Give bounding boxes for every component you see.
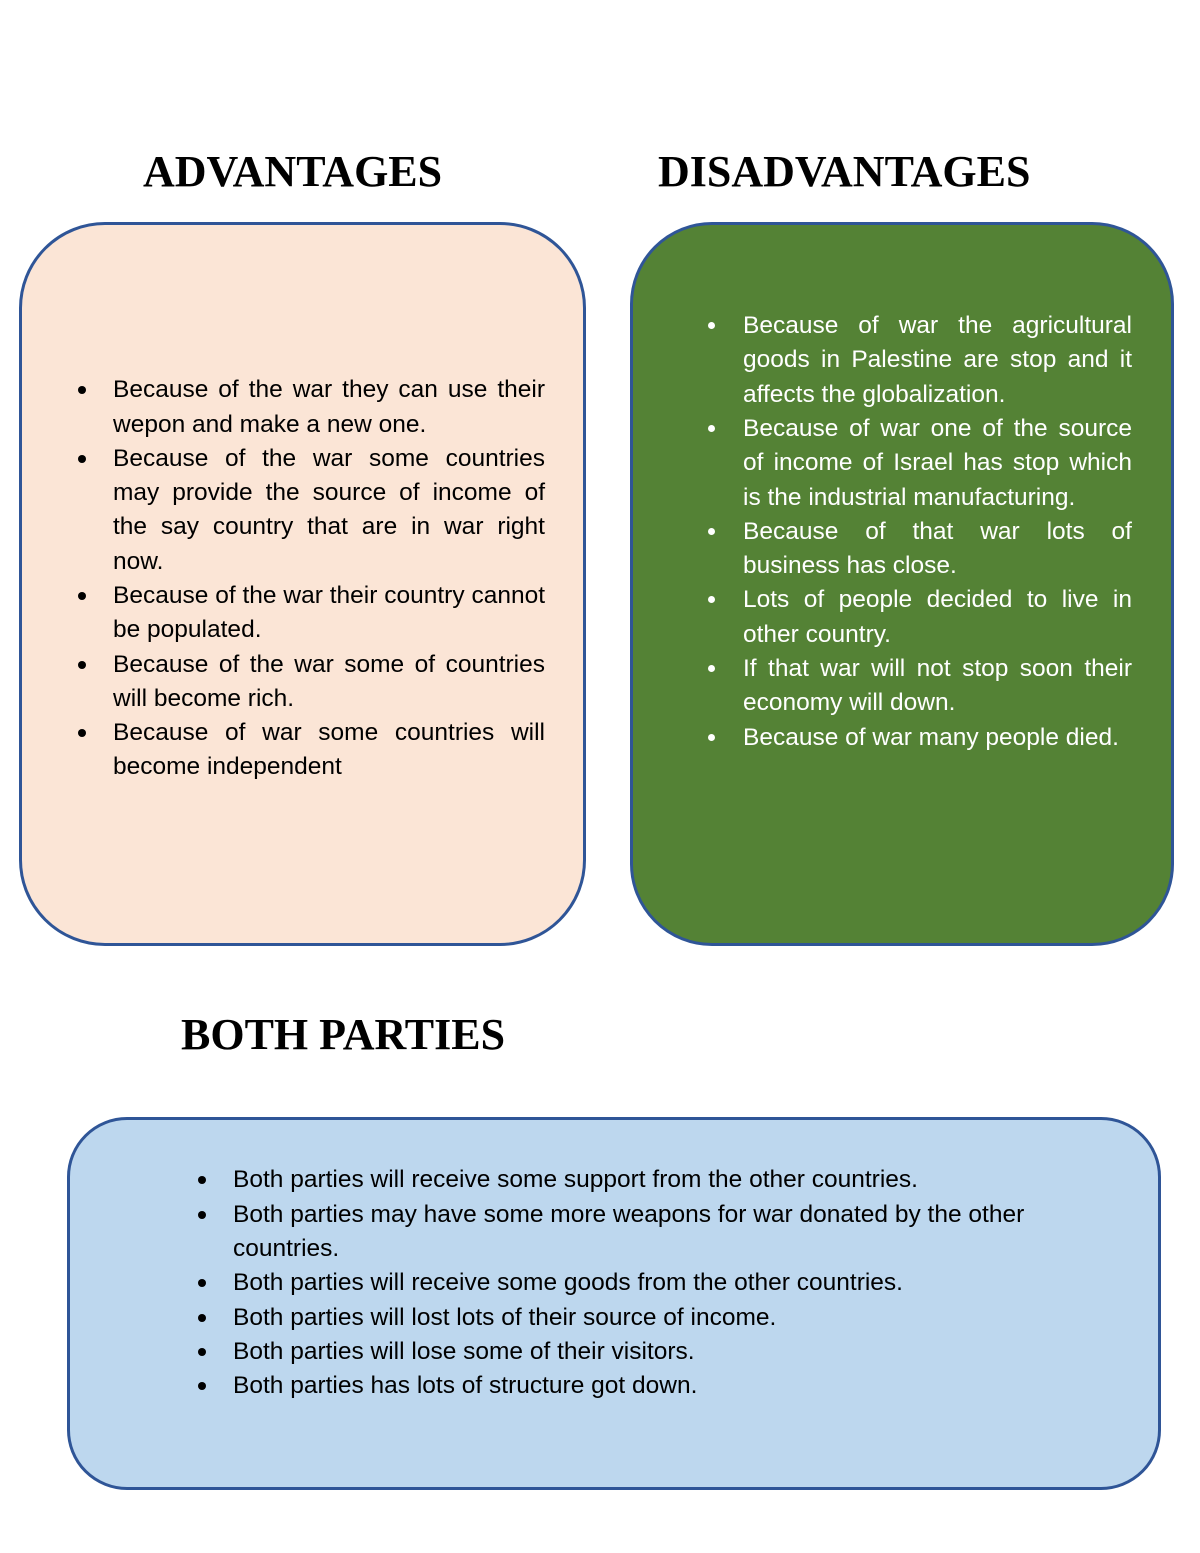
both-parties-item: Both parties will lose some of their visitors. xyxy=(198,1335,1098,1369)
advantages-item: Because of the war their country cannot be populated. xyxy=(78,579,545,648)
advantages-box xyxy=(19,222,586,946)
advantages-item: Because of war some countries will become independent xyxy=(78,716,545,785)
both-parties-item: Both parties will receive some support from the other countries. xyxy=(198,1163,1098,1197)
disadvantages-heading: DISADVANTAGES xyxy=(658,147,1031,196)
advantages-item: Because of the war some countries may provide the source of income of the say country that are in war right now. xyxy=(78,442,545,579)
both-parties-item: Both parties will receive some goods from the other countries. xyxy=(198,1266,1098,1300)
disadvantages-item: Because of war the agricultural goods in Palestine are stop and it affects the globalization. xyxy=(708,309,1132,412)
advantages-item: Because of the war some of countries will become rich. xyxy=(78,648,545,717)
both-parties-item: Both parties may have some more weapons for war donated by the other countries. xyxy=(198,1198,1098,1267)
both-parties-heading: BOTH PARTIES xyxy=(181,1010,506,1059)
advantages-list xyxy=(78,373,545,785)
disadvantages-item: Because of that war lots of business has close. xyxy=(708,515,1132,584)
advantages-item: Because of the war they can use their wepon and make a new one. xyxy=(78,373,545,442)
disadvantages-item: If that war will not stop soon their economy will down. xyxy=(708,652,1132,721)
disadvantages-box xyxy=(630,222,1174,946)
disadvantages-item: Lots of people decided to live in other country. xyxy=(708,583,1132,652)
disadvantages-item: Because of war one of the source of income of Israel has stop which is the industrial manufacturing. xyxy=(708,412,1132,515)
both-parties-item: Both parties has lots of structure got down. xyxy=(198,1369,1098,1403)
disadvantages-item: Because of war many people died. xyxy=(708,721,1132,755)
disadvantages-list xyxy=(708,309,1132,755)
both-parties-item: Both parties will lost lots of their source of income. xyxy=(198,1301,1098,1335)
both-parties-box xyxy=(67,1117,1161,1490)
advantages-heading: ADVANTAGES xyxy=(143,147,443,196)
both-parties-list xyxy=(198,1163,1098,1403)
